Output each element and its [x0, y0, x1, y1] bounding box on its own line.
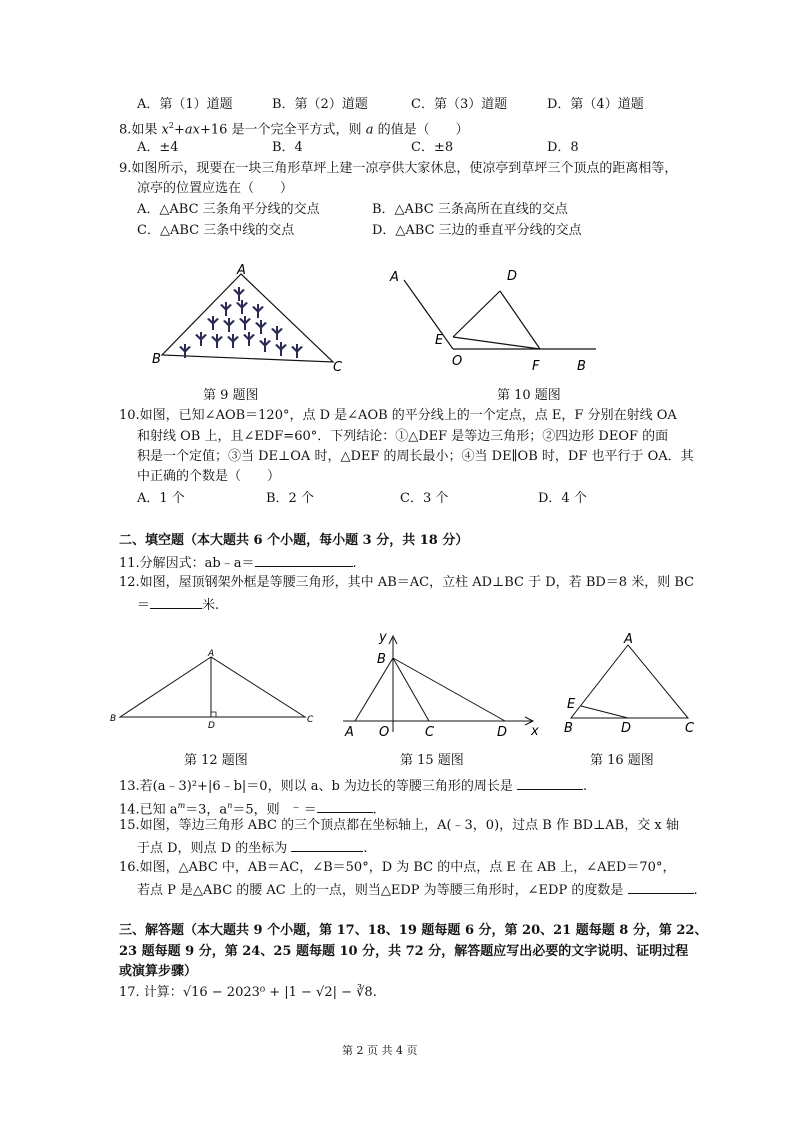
q15-line-1: 15.如图，等边三角形 ABC 的三个顶点都在坐标轴上，A(﹣3，0)，过点 B 作 BD⊥AB，交 x 轴 — [119, 818, 679, 833]
q9-line-1: 9.如图所示，现要在一块三角形草坪上建一凉亭供大家休息，使凉亭到草坪三个顶点的距离相等， — [119, 161, 678, 176]
fig16-seg-ed — [581, 706, 628, 718]
q17: 17. 计算：√16 − 2023⁰ + |1 − √2| − ∛8. — [119, 985, 377, 1000]
q12-line-1: 12.如图，屋顶钢架外框是等腰三角形，其中 AB＝AC，立柱 AD⊥BC 于 D，若 BD＝8 米，则 BC — [119, 575, 695, 590]
q9-line-2: 凉亭的位置应选在（ ） — [137, 181, 294, 196]
q10-line-3: 积是一个定值；③当 DE⊥OA 时，△DEF 的周长最小；④当 DE∥OB 时，DF 也平行于 OA．其 — [137, 449, 694, 464]
section-3-line-1: 三、解答题（本大题共 9 个小题，第 17、18、19 题每题 6 分，第 20、21 题每题 8 分，第 22、 — [119, 923, 708, 938]
q8-stem: 8.如果 $x^2+ax+16$ 是一个完全平方式，则 a 的值是（ ） — [119, 121, 469, 138]
fig16-label-e: E — [567, 697, 576, 712]
section-3-line-3: 或演算步骤） — [119, 964, 198, 979]
q10-option-d: D．4 个 — [538, 491, 587, 506]
fig16-label-b: B — [564, 721, 573, 736]
q13: 13.若(a﹣3)²+|6﹣b|＝0，则以 a、b 为边长的等腰三角形的周长是 . — [119, 776, 587, 796]
q7-option-b: B．第（2）道题 — [272, 97, 368, 112]
q15-answer-blank[interactable] — [291, 838, 363, 852]
fig12-label-a: A — [208, 649, 215, 659]
fig10-label-e: E — [435, 333, 444, 348]
q10-line-1: 10.如图，已知∠AOB＝120°，点 D 是∠AOB 的平分线上的一个定点，点 E，F 分别在射线 OA — [119, 408, 677, 423]
figure-16 — [558, 630, 708, 738]
q10-option-a: A．1 个 — [137, 491, 185, 506]
fig12-label-d: D — [208, 721, 215, 731]
fig15-label-a: A — [345, 725, 354, 740]
figure-12 — [105, 645, 325, 730]
fig15-caption: 第 15 题图 — [400, 753, 464, 768]
q16-line-1: 16.如图，△ABC 中，AB＝AC，∠B＝50°，D 为 BC 的中点，点 E 在 AB 上，∠AED＝70°， — [119, 860, 676, 875]
q8-option-c: C．±8 — [411, 140, 454, 155]
q10-option-c: C．3 个 — [400, 491, 449, 506]
fig10-seg-ef — [453, 337, 540, 349]
fig10-ray-oa — [404, 280, 453, 349]
q17-expression: √16 − 2023⁰ + |1 − √2| − ∛8. — [182, 985, 377, 1000]
fig9-caption: 第 9 题图 — [203, 388, 259, 403]
q7-option-d: D．第（4）道题 — [547, 97, 644, 112]
fig16-label-a: A — [624, 632, 633, 647]
q12-line-2: ＝ 米. — [137, 595, 219, 615]
fig12-right-angle-mark — [211, 712, 216, 717]
fig10-seg-df — [500, 291, 540, 349]
fig10-label-f: F — [532, 359, 540, 374]
fig15-label-b: B — [377, 652, 386, 667]
q12-answer-blank[interactable] — [150, 595, 202, 609]
q9-option-d: D．△ABC 三边的垂直平分线的交点 — [372, 223, 582, 238]
fig10-label-d: D — [507, 269, 518, 284]
fig9-label-b: B — [152, 352, 161, 367]
q8-option-b: B．4 — [272, 140, 303, 155]
q16-answer-blank[interactable] — [628, 880, 694, 894]
fig15-label-x: x — [531, 724, 539, 739]
fig12-triangle — [120, 657, 305, 717]
figure-10 — [385, 262, 610, 377]
q13-answer-blank[interactable] — [517, 776, 583, 790]
fig12-label-b: B — [110, 714, 117, 724]
q10-line-4: 中正确的个数是（ ） — [137, 469, 281, 484]
q10-option-b: B．2 个 — [266, 491, 314, 506]
fig15-label-o: O — [379, 725, 390, 740]
fig10-caption: 第 10 题图 — [497, 388, 561, 403]
figure-15 — [335, 628, 545, 740]
q14: 14.已知 $a^m=3$，$a^n=5$，则 ⁻ ＝ . — [119, 801, 377, 818]
q10-line-2: 和射线 OB 上，且∠EDF=60°．下列结论：①△DEF 是等边三角形；②四边形 DEOF 的面 — [137, 429, 669, 444]
fig15-label-d: D — [497, 725, 508, 740]
fig15-label-c: C — [425, 725, 435, 740]
section-2-heading: 二、填空题（本大题共 6 个小题，每小题 3 分，共 18 分） — [119, 533, 469, 548]
fig9-label-c: C — [333, 360, 343, 375]
fig10-label-a: A — [390, 270, 399, 285]
q7-option-a: A．第（1）道题 — [137, 97, 233, 112]
q9-option-c: C．△ABC 三条中线的交点 — [137, 223, 295, 238]
fig15-seg-bd — [393, 658, 505, 721]
q9-option-a: A．△ABC 三条角平分线的交点 — [137, 202, 320, 217]
q7-option-c: C．第（3）道题 — [411, 97, 508, 112]
fig12-label-c: C — [307, 715, 314, 725]
q16-line-2: 若点 P 是△ABC 的腰 AC 上的一点，则当△EDP 为等腰三角形时，∠EDP 的度数是 . — [137, 880, 698, 900]
fig15-seg-ba — [355, 658, 393, 721]
fig16-label-c: C — [685, 721, 695, 736]
q8-option-d: D．8 — [547, 140, 579, 155]
fig16-triangle — [571, 645, 688, 718]
q15-line-2: 于点 D，则点 D 的坐标为 . — [137, 838, 368, 858]
fig15-seg-bc — [393, 658, 429, 721]
q11-answer-blank[interactable] — [255, 553, 353, 567]
fig10-label-b: B — [577, 359, 586, 374]
section-3-line-2: 23 题每题 9 分，第 24、25 题每题 10 分，共 72 分，解答题应写出必要的文字说明、证明过程 — [119, 944, 689, 959]
figure-9 — [140, 262, 360, 380]
page-footer: 第 2 页 共 4 页 — [342, 1044, 418, 1057]
q11: 11.分解因式：ab﹣a＝ . — [119, 553, 357, 573]
fig9-label-a: A — [237, 263, 246, 278]
q14-answer-blank[interactable] — [317, 799, 373, 813]
q9-option-b: B．△ABC 三条高所在直线的交点 — [372, 202, 568, 217]
fig16-caption: 第 16 题图 — [590, 753, 654, 768]
fig15-label-y: y — [379, 630, 387, 645]
fig12-caption: 第 12 题图 — [184, 753, 248, 768]
fig10-label-o: O — [452, 354, 463, 369]
fig16-label-d: D — [621, 721, 632, 736]
fig10-seg-ed — [453, 291, 500, 337]
q8-option-a: A．±4 — [137, 140, 179, 155]
